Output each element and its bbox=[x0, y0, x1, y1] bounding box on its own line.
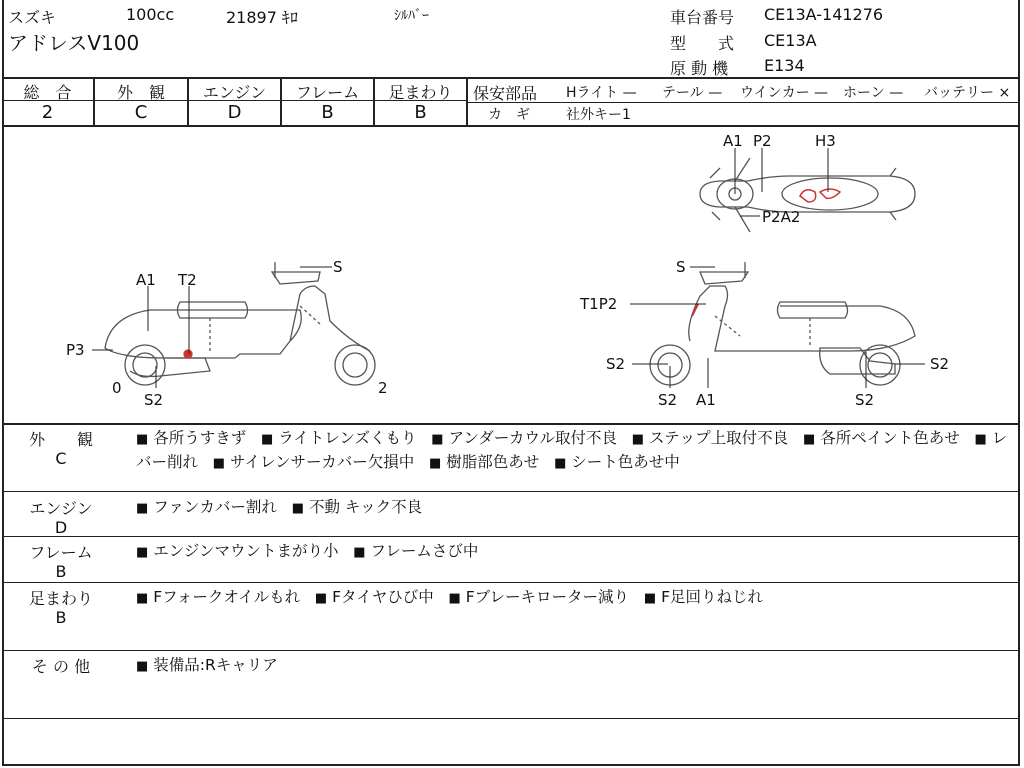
bullet-icon: ■ bbox=[448, 591, 461, 606]
grade-label: 外 観 bbox=[116, 83, 165, 102]
displacement: 100cc bbox=[126, 5, 175, 24]
safety-item-horn: ホーン — bbox=[843, 85, 904, 101]
note-item: エンジンマウントまがり小 bbox=[153, 542, 339, 560]
type-value: CE13A bbox=[764, 31, 817, 50]
label-top-h3: H3 bbox=[815, 132, 836, 150]
note-item: 各所うすきず bbox=[153, 429, 247, 447]
label-left-a1: A1 bbox=[136, 271, 156, 289]
damage-mark bbox=[800, 189, 840, 202]
chassis-label: 車台番号 bbox=[670, 8, 735, 27]
note-item: レバー削れ bbox=[136, 429, 1008, 471]
bullet-icon: ■ bbox=[314, 591, 328, 606]
section-label: そ の 他 bbox=[31, 657, 91, 676]
note-item: 不動 キック不良 bbox=[308, 498, 423, 516]
label-right-a1: A1 bbox=[696, 391, 716, 409]
grade-value: C bbox=[134, 102, 148, 123]
section-notes bbox=[136, 654, 1016, 678]
bullet-icon: ■ bbox=[353, 545, 366, 560]
divider bbox=[2, 423, 1020, 425]
note-item: 装備品:Rキャリア bbox=[153, 656, 278, 674]
section-notes bbox=[136, 427, 1016, 475]
label-right-s2-front: S2 bbox=[606, 355, 626, 373]
bullet-icon: ■ bbox=[554, 456, 567, 471]
section-notes bbox=[136, 496, 1016, 520]
note-item: アンダーカウル取付不良 bbox=[448, 429, 617, 447]
damage-mark bbox=[184, 350, 192, 358]
divider bbox=[2, 718, 1020, 719]
note-item: F足回りねじれ bbox=[661, 588, 763, 606]
label-left-0: 0 bbox=[112, 379, 122, 397]
scooter-top-view bbox=[700, 158, 915, 232]
grade-label: エンジン bbox=[202, 83, 267, 102]
scooter-right-view bbox=[650, 262, 915, 385]
label-top-a1: A1 bbox=[723, 132, 743, 150]
grade-value: B bbox=[414, 102, 427, 123]
grade-label: 足まわり bbox=[388, 83, 453, 102]
label-top-p2: P2 bbox=[753, 132, 772, 150]
note-item: Fフォークオイルもれ bbox=[153, 588, 301, 606]
label-left-p3: P3 bbox=[66, 341, 85, 359]
note-item: ファンカバー割れ bbox=[153, 498, 277, 516]
note-item: 樹脂部色あせ bbox=[446, 453, 540, 471]
color: ｼﾙﾊﾞｰ bbox=[394, 8, 429, 24]
note-item: サイレンサーカバー欠損中 bbox=[230, 453, 415, 471]
maker: スズキ bbox=[8, 8, 57, 27]
safety-title: 保安部品 bbox=[473, 84, 538, 103]
grade-value: 2 bbox=[41, 102, 54, 123]
grade-value: B bbox=[321, 102, 334, 123]
label-right-s2-rear: S2 bbox=[930, 355, 950, 373]
bullet-icon: ■ bbox=[136, 432, 149, 447]
engine-label: 原 動 機 bbox=[670, 59, 729, 78]
grade-label: フレーム bbox=[295, 83, 360, 102]
divider bbox=[2, 582, 1020, 583]
label-left-s2: S2 bbox=[144, 391, 164, 409]
bullet-icon: ■ bbox=[212, 456, 226, 471]
section-label: フレーム bbox=[29, 543, 93, 562]
bullet-icon: ■ bbox=[631, 432, 645, 447]
model-name: アドレスV100 bbox=[8, 31, 140, 55]
label-right-t1p2: T1P2 bbox=[580, 295, 618, 313]
bullet-icon: ■ bbox=[136, 591, 149, 606]
safety-item-headlight: Hライト — bbox=[566, 85, 637, 101]
safety-item-tail: テール — bbox=[662, 85, 723, 101]
bullet-icon: ■ bbox=[136, 659, 149, 674]
note-item: 各所ペイント色あせ bbox=[820, 429, 960, 447]
label-right-s2-wheel: S2 bbox=[658, 391, 678, 409]
key-label: カ ギ bbox=[488, 107, 530, 123]
section-notes bbox=[136, 586, 1016, 610]
divider bbox=[466, 78, 468, 125]
bullet-icon: ■ bbox=[261, 432, 274, 447]
divider bbox=[2, 77, 1020, 79]
section-label: 足まわり bbox=[28, 589, 93, 608]
divider bbox=[2, 650, 1020, 651]
grade-value: D bbox=[227, 102, 242, 123]
bullet-icon: ■ bbox=[802, 432, 816, 447]
safety-item-battery: バッテリー × bbox=[924, 85, 1011, 101]
bullet-icon: ■ bbox=[291, 501, 305, 516]
section-grade: C bbox=[55, 449, 67, 468]
divider bbox=[2, 491, 1020, 492]
note-item: シート色あせ中 bbox=[571, 453, 680, 471]
type-label: 型 式 bbox=[670, 34, 735, 53]
label-left-2: 2 bbox=[378, 379, 388, 397]
bullet-icon: ■ bbox=[974, 432, 987, 447]
damage-diagram bbox=[0, 126, 1024, 424]
note-item: フレームさび中 bbox=[370, 542, 479, 560]
grade-label: 総 合 bbox=[23, 83, 72, 102]
note-item: Fタイヤひび中 bbox=[332, 588, 434, 606]
bullet-icon: ■ bbox=[136, 545, 149, 560]
divider bbox=[467, 102, 1020, 103]
section-grade: B bbox=[55, 608, 67, 627]
bullet-icon: ■ bbox=[136, 501, 149, 516]
bullet-icon: ■ bbox=[431, 432, 444, 447]
note-item: ライトレンズくもり bbox=[278, 429, 417, 447]
label-right-s: S bbox=[676, 258, 686, 276]
section-grade: D bbox=[54, 518, 68, 537]
section-grade: B bbox=[55, 562, 67, 581]
mileage: 21897 ｷﾛ bbox=[226, 8, 298, 27]
divider bbox=[2, 536, 1020, 537]
engine-value: E134 bbox=[764, 56, 805, 75]
bullet-icon: ■ bbox=[429, 456, 442, 471]
key-value: 社外キー1 bbox=[566, 107, 631, 123]
chassis-value: CE13A-141276 bbox=[764, 5, 884, 24]
section-notes bbox=[136, 540, 1016, 564]
label-left-s: S bbox=[333, 258, 343, 276]
note-item: Fブレーキローター減り bbox=[465, 588, 630, 606]
safety-item-winker: ウインカー — bbox=[740, 85, 829, 101]
section-label: 外 観 bbox=[28, 430, 93, 449]
label-left-t2: T2 bbox=[178, 271, 197, 289]
bullet-icon: ■ bbox=[643, 591, 657, 606]
label-top-p2a2: P2A2 bbox=[762, 208, 801, 226]
note-item: ステップ上取付不良 bbox=[648, 429, 789, 447]
label-right-s2-bottom: S2 bbox=[855, 391, 875, 409]
section-label: エンジン bbox=[29, 499, 93, 518]
